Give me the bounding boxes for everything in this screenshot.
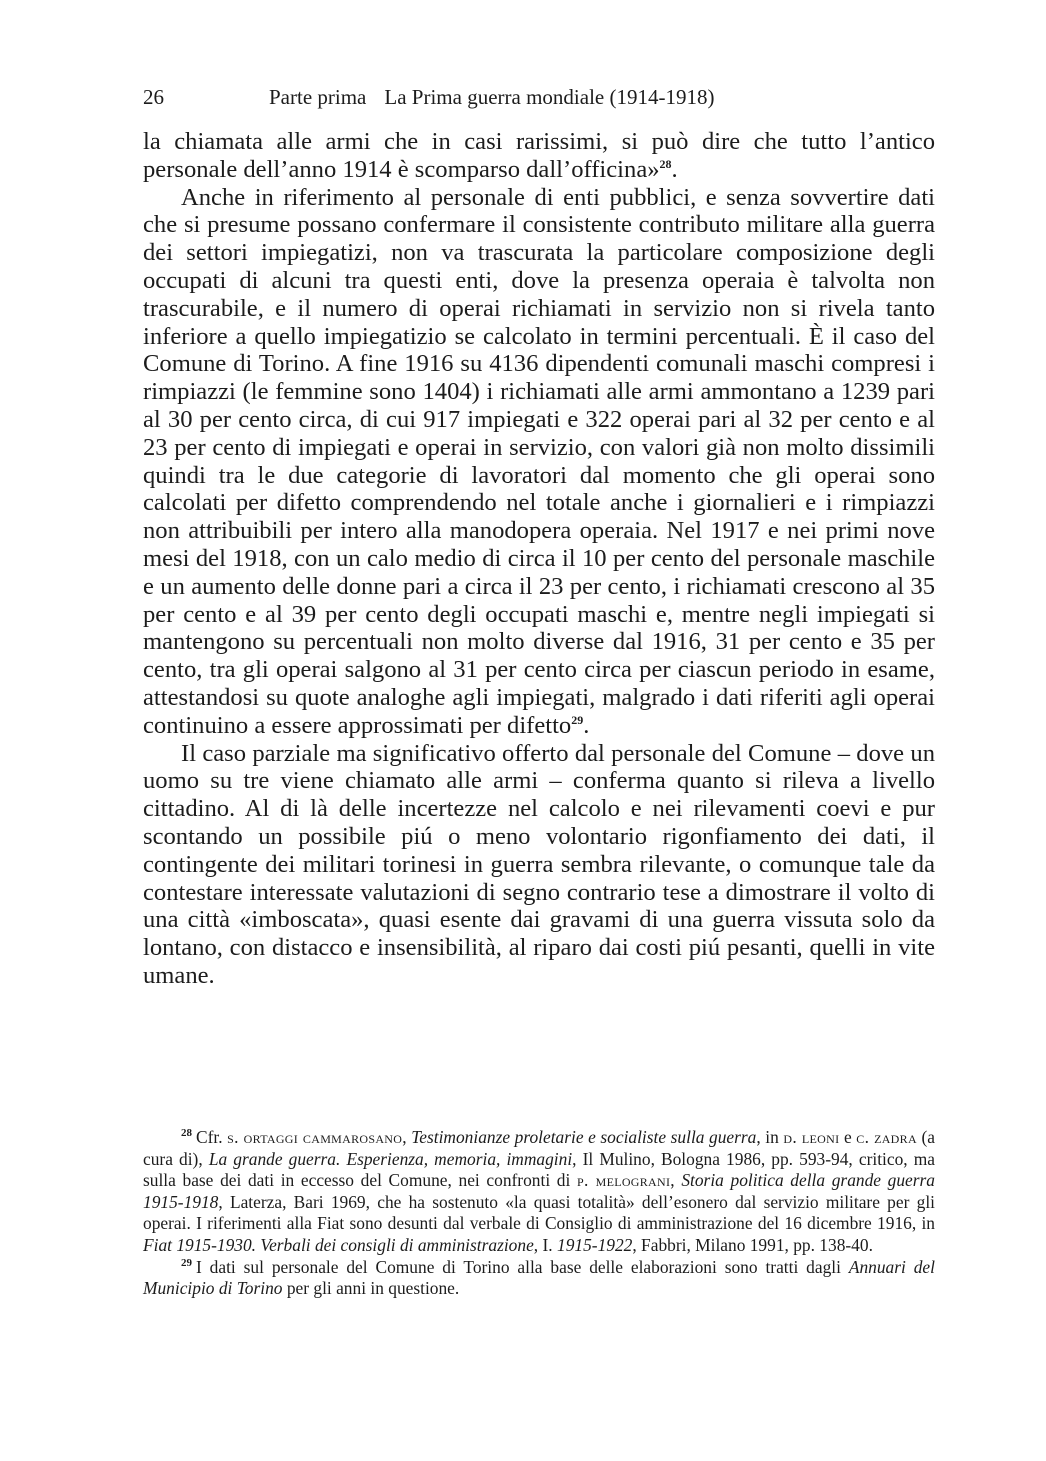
footnote-28-text: , Il Mulino, Bologna 1986, pp. 593-94, critico, ma sulla base dei dati in eccesso del Comune, nei confronti di	[143, 1148, 935, 1191]
footnote-ref-28: 28	[659, 156, 672, 171]
paragraph-2-text: Anche in riferimento al personale di enti pubblici, e senza sovvertire dati che si presume possano confermare il consistente contributo militare alla guerra dei settori impiegatizi, non va trascurata la particolare composizione degli occupati di alcuni tra questi enti, dove la presenza operaia è talvolta non trascurabile, e il numero di operai richiamati in servizio non si rivela tanto inferiore a quello impiegatizio se calcolato in termini percentuali. È il caso del Comune di Torino. A fine 1916 su 4136 dipendenti comunali maschi compresi i rimpiazzi (le femmine sono 1404) i richiamati alle armi ammontano a 1239 pari al 30 per cento circa, di cui 917 impiegati e 322 operai pari al 32 per cento e al 23 per cento di impiegati e operai in servizio, con valori già non molto dissimili quindi tra le due categorie di lavoratori dal momento che gli operai sono calcolati per difetto comprendendo nel totale anche i giornalieri e i rimpiazzi non attribuibili per intero alla manodopera operaia. Nel 1917 e nei primi nove mesi del 1918, con un calo medio di circa il 10 per cento del personale maschile e un aumento delle donne pari a circa il 23 per cento, i richiamati crescono al 35 per cento e al 39 per cento degli occupati maschi e, mentre negli impiegati si mantengono su percentuali non molto diverse dal 1916, 31 per cento e 35 per cento, tra gli operai salgono al 31 per cento circa per ciascun periodo in esame, attestandosi su quote analoghe agli impiegati, malgrado i dati riferiti agli operai continuino a essere approssimati per difetto	[143, 183, 935, 739]
paragraph-2	[143, 184, 935, 740]
running-head	[143, 84, 933, 110]
footnote-28-text: e	[843, 1127, 852, 1147]
author-name: d. leoni	[783, 1127, 840, 1147]
footnote-28-text: (a cura di),	[143, 1127, 936, 1169]
main-text	[143, 128, 935, 990]
author-name: c. zadra	[856, 1127, 917, 1147]
author-name: p. melograni	[577, 1170, 671, 1191]
footnote-29	[143, 1257, 935, 1300]
work-title: Testimonianze proletarie e socialiste sulla guerra	[411, 1127, 757, 1147]
work-title: Storia politica della grande guerra 1915-1918	[143, 1170, 935, 1212]
paragraph-1-end: .	[671, 155, 678, 183]
footnotes	[143, 1127, 935, 1300]
paragraph-1	[143, 128, 935, 184]
work-title: La grande guerra. Esperienza, memoria, immagini	[208, 1148, 573, 1169]
footnote-number-29: 29	[181, 1256, 192, 1269]
work-title: 1915-1922	[557, 1234, 633, 1255]
footnote-29-text: I dati sul personale del Comune di Torino alla base delle elaborazioni sono tratti dagli	[196, 1256, 841, 1277]
author-name: s. ortaggi cammarosano	[227, 1127, 403, 1147]
footnote-28-text: ,	[670, 1170, 675, 1191]
footnote-28-text: , Laterza, Bari 1969, che ha sostenuto «la quasi totalità» dell’esonero dal servizio militare per gli operai. I riferimenti alla Fiat sono desunti dal verbale di Consiglio di amministrazione del 16 dicembre 1916, in	[143, 1191, 935, 1234]
footnote-28-text: , Fabbri, Milano 1991, pp. 138-40.	[632, 1234, 873, 1255]
paragraph-1-text: la chiamata alle armi che in casi rarissimi, si può dire che tutto l’antico personale dell’anno 1914 è scomparso dall’officina»	[143, 128, 935, 183]
footnote-28-text: Cfr.	[196, 1127, 223, 1147]
footnote-ref-29: 29	[571, 712, 584, 727]
page-number: 26	[143, 85, 164, 109]
paragraph-2-end: .	[583, 711, 590, 739]
chapter-title: La Prima guerra mondiale (1914-1918)	[384, 85, 715, 109]
paragraph-3	[143, 740, 935, 990]
part-label: Parte prima	[269, 85, 367, 109]
paragraph-3-text: Il caso parziale ma significativo offerto dal personale del Comune – dove un uomo su tre viene chiamato alle armi – conferma quanto si rileva a livello cittadino. Al di là delle incertezze nel calcolo e nei rilevamenti coevi e pur scontando un possibile piú o meno volontario rigonfiamento dei dati, il contingente dei militari torinesi in guerra sembra rilevante, o comunque tale da contestare interessate valutazioni di segno contrario tese a dimostrare il volto di una città «imboscata», quasi esente dai gravami di una guerra vissuta solo da lontano, con distacco e insensibilità, al riparo dai costi piú pesanti, quelli in vite umane.	[143, 739, 935, 989]
work-title: Fiat 1915-1930. Verbali dei consigli di amministrazione	[143, 1234, 534, 1255]
footnote-28-text: , in	[756, 1127, 779, 1147]
footnote-number-28: 28	[181, 1127, 192, 1140]
footnote-29-text: per gli anni in questione.	[286, 1278, 460, 1299]
work-title: Annuari del Municipio di Torino	[143, 1256, 935, 1299]
footnote-28-text: ,	[402, 1127, 407, 1147]
footnote-28	[143, 1127, 935, 1257]
footnote-28-text: , I.	[533, 1234, 553, 1255]
